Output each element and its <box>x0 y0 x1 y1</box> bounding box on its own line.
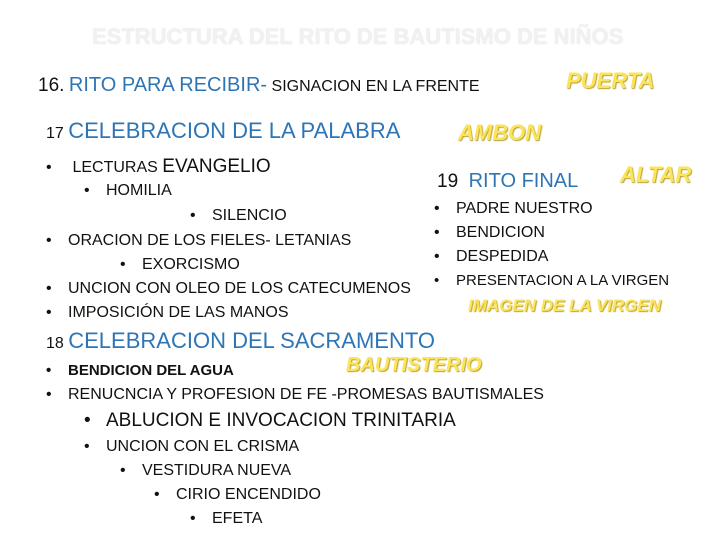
section-19-number: 19 <box>437 171 459 192</box>
list-item-exorcismo: • EXORCISMO <box>120 256 240 274</box>
section-16-number: 16. <box>38 75 65 96</box>
section-17-number: 17 <box>46 125 64 142</box>
list-item-lecturas <box>46 156 271 178</box>
list-item-uncion: • UNCION CON OLEO DE LOS CATECUMENOS <box>46 280 411 298</box>
list-item-crisma: • UNCION CON EL CRISMA <box>84 438 299 456</box>
section-16 <box>38 74 480 97</box>
list-item-presentacion: • PRESENTACION A LA VIRGEN <box>434 272 669 289</box>
place-ambon: AMBON <box>458 120 542 145</box>
list-item-silencio: • SILENCIO <box>190 207 287 225</box>
list-item-efeta: • EFETA <box>190 510 262 528</box>
evangelio-label: EVANGELIO <box>162 156 271 177</box>
list-item-despedida: • DESPEDIDA <box>434 248 548 266</box>
place-puerta: PUERTA <box>566 68 655 93</box>
place-altar: ALTAR <box>620 162 692 187</box>
place-imagen-virgen: IMAGEN DE LA VIRGEN <box>468 296 661 315</box>
list-item-renuncia: • RENUCNCIA Y PROFESION DE FE -PROMESAS BAUTISMALES <box>46 386 544 404</box>
section-19 <box>437 170 578 193</box>
section-18 <box>46 328 435 354</box>
section-17-heading: CELEBRACION DE LA PALABRA <box>68 118 401 143</box>
list-item-oracion: • ORACION DE LOS FIELES- LETANIAS <box>46 232 351 250</box>
section-16-heading: RITO PARA RECIBIR- <box>68 74 268 96</box>
lecturas-label: LECTURAS <box>72 159 158 176</box>
place-bautisterio: BAUTISTERIO <box>346 354 482 376</box>
section-16-subtitle: SIGNACION EN LA FRENTE <box>271 78 480 95</box>
page-title: ESTRUCTURA DEL RITO DE BAUTISMO DE NIÑOS <box>92 24 624 49</box>
section-17 <box>46 118 400 144</box>
section-18-number: 18 <box>46 335 64 352</box>
section-18-heading: CELEBRACION DEL SACRAMENTO <box>68 328 435 353</box>
list-item-cirio: • CIRIO ENCENDIDO <box>154 486 321 504</box>
list-item-bendicion-agua: • BENDICION DEL AGUA <box>46 362 234 379</box>
list-item-ablucion: • ABLUCION E INVOCACION TRINITARIA <box>84 410 456 432</box>
list-item-homilia: • HOMILIA <box>84 182 172 200</box>
list-item-bendicion: • BENDICION <box>434 224 545 242</box>
list-item-vestidura: • VESTIDURA NUEVA <box>120 462 291 480</box>
list-item-imposicion: • IMPOSICIÓN DE LAS MANOS <box>46 304 288 322</box>
section-19-heading: RITO FINAL <box>468 170 579 192</box>
list-item-padre-nuestro: • PADRE NUESTRO <box>434 200 593 218</box>
